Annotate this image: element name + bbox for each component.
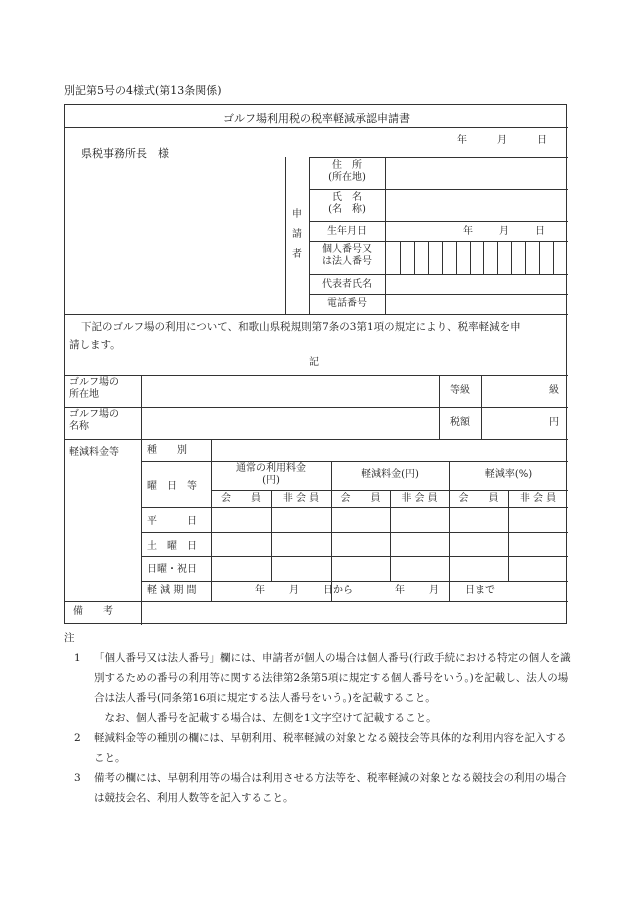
normal-fee-label: 通常の利用料金 (円) bbox=[236, 463, 306, 486]
golf-location-label: ゴルフ場の 所在地 bbox=[69, 377, 119, 400]
member-label-reduced: 会 員 bbox=[340, 493, 381, 504]
date-day-label: 日 bbox=[537, 135, 547, 146]
note-item-1: 1 「個人番号又は法人番号」欄には、申請者が個人の場合は個人番号(行政手続における特定の個人を識別するための番号の利用等に関する法律第2条第5項に規定する個人番号をいう。)を記載し、法人の場合は法人番号(同条第16項に規定する法人番号をいう。)を記載すること。 bbox=[74, 652, 571, 704]
date-month-label: 月 bbox=[497, 135, 507, 146]
name-field[interactable] bbox=[386, 190, 567, 220]
tax-unit: 円 bbox=[549, 417, 559, 428]
period-month1: 月 bbox=[289, 585, 299, 596]
golf-name-field[interactable] bbox=[142, 408, 438, 438]
remarks-field[interactable] bbox=[142, 602, 567, 624]
id-number-field[interactable] bbox=[386, 242, 567, 274]
period-month2: 月 bbox=[429, 585, 439, 596]
statement-line-2: 請します。 bbox=[69, 339, 121, 351]
tax-label: 税額 bbox=[450, 417, 470, 428]
row-saturday: 土 曜 日 bbox=[147, 541, 197, 552]
address-field[interactable] bbox=[386, 158, 567, 188]
row-holiday: 日曜・祝日 bbox=[147, 564, 197, 575]
member-label-rate: 会 員 bbox=[458, 493, 499, 504]
note-item-1b: なお、個人番号を記載する場合は、左側を1文字空けて記載すること。 bbox=[94, 712, 437, 724]
grade-unit: 級 bbox=[549, 385, 559, 396]
period-to: 日まで bbox=[465, 585, 495, 596]
birth-year-label: 年 bbox=[463, 226, 473, 237]
id-digit-divider bbox=[525, 242, 526, 274]
statement-line-1: 下記のゴルフ場の利用について、和歌山県税規則第7条の3第1項の規定により、税率軽減を申 bbox=[81, 321, 521, 333]
notes-heading: 注 bbox=[64, 632, 75, 644]
grade-label: 等級 bbox=[450, 385, 470, 396]
id-digit-divider bbox=[483, 242, 484, 274]
golf-name-label: ゴルフ場の 名称 bbox=[69, 409, 119, 432]
golf-location-field[interactable] bbox=[142, 376, 438, 406]
nonmember-label-reduced: 非 会 員 bbox=[401, 493, 438, 504]
id-digit-divider bbox=[470, 242, 471, 274]
member-label-normal: 会 員 bbox=[221, 493, 261, 504]
id-number-label: 個人番号又 は法人番号 bbox=[322, 244, 372, 267]
birthdate-label: 生年月日 bbox=[327, 226, 367, 237]
period-from: 日から bbox=[323, 585, 353, 596]
id-digit-divider bbox=[511, 242, 512, 274]
birth-month-label: 月 bbox=[499, 226, 509, 237]
type-label: 種 別 bbox=[147, 445, 187, 456]
date-year-label: 年 bbox=[457, 135, 467, 146]
id-digit-divider bbox=[539, 242, 540, 274]
id-digit-divider bbox=[428, 242, 429, 274]
name-label: 氏 名 (名 称) bbox=[328, 192, 366, 215]
period-year1: 年 bbox=[255, 585, 265, 596]
birth-day-label: 日 bbox=[535, 226, 545, 237]
form-label: 別記第5号の4様式(第13条関係) bbox=[64, 84, 222, 97]
note-item-3: 3 備考の欄には、早朝利用等の場合は利用させる方法等を、税率軽減の対象となる競技会の利用の場合は競技会名、利用人数等を記入すること。 bbox=[74, 772, 567, 804]
reduced-fee-label: 軽減料金等 bbox=[69, 447, 119, 458]
reduced-fee-col-label: 軽減料金(円) bbox=[361, 469, 419, 480]
ki-label: 記 bbox=[309, 357, 319, 368]
phone-field[interactable] bbox=[386, 295, 567, 314]
addressee: 県税事務所長 様 bbox=[81, 147, 169, 160]
row-weekday: 平 日 bbox=[147, 516, 197, 527]
id-digit-divider bbox=[442, 242, 443, 274]
nonmember-label-rate: 非 会 員 bbox=[519, 493, 557, 504]
id-digit-divider bbox=[414, 242, 415, 274]
application-form bbox=[64, 104, 567, 624]
weekday-label: 曜 日 等 bbox=[147, 481, 197, 492]
applicant-group-label: 申 請 者 bbox=[292, 209, 302, 260]
id-digit-divider bbox=[553, 242, 554, 274]
nonmember-label-normal: 非 会 員 bbox=[282, 493, 320, 504]
note-item-2: 2 軽減料金等の種別の欄には、早朝利用、税率軽減の対象となる競技会等具体的な利用内容を記入すること。 bbox=[74, 732, 567, 764]
id-digit-divider bbox=[456, 242, 457, 274]
period-year2: 年 bbox=[395, 585, 405, 596]
remarks-label: 備 考 bbox=[73, 606, 113, 617]
id-digit-divider bbox=[400, 242, 401, 274]
representative-field[interactable] bbox=[386, 275, 567, 294]
notes-section bbox=[64, 628, 574, 808]
id-digit-divider bbox=[497, 242, 498, 274]
period-label: 軽 減 期 間 bbox=[147, 585, 197, 596]
address-label: 住 所 (所在地) bbox=[328, 160, 366, 183]
type-field[interactable] bbox=[212, 440, 567, 460]
reduction-rate-label: 軽減率(%) bbox=[484, 469, 533, 480]
phone-label: 電話番号 bbox=[327, 298, 367, 309]
representative-label: 代表者氏名 bbox=[322, 279, 372, 290]
form-title: ゴルフ場利用税の税率軽減承認申請書 bbox=[223, 112, 410, 125]
